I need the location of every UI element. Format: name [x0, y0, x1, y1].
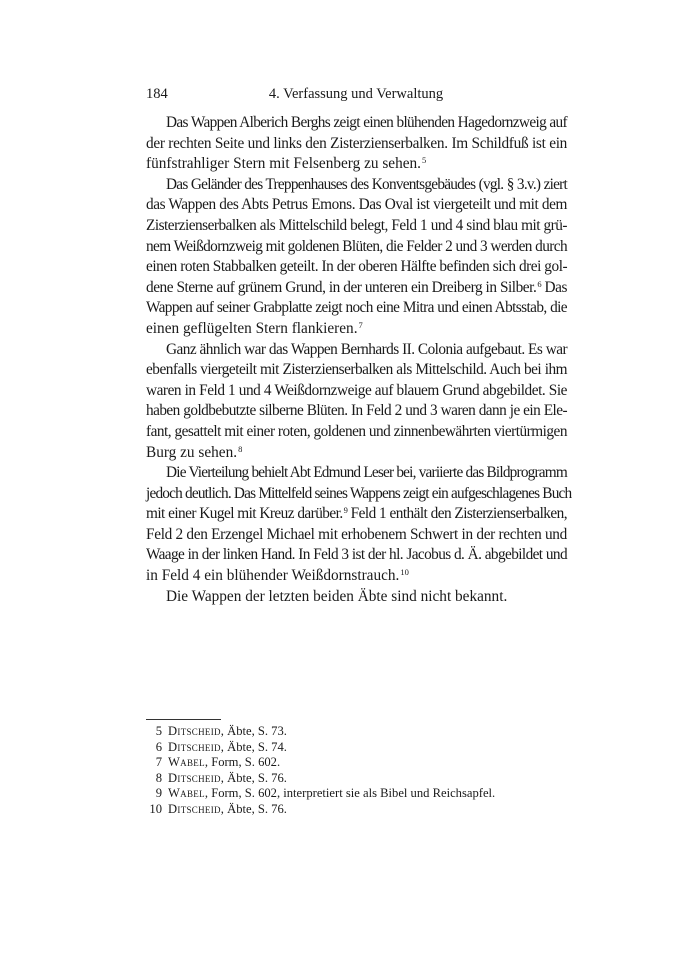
paragraph — [146, 340, 567, 464]
text-line — [146, 360, 567, 381]
text-line — [146, 319, 567, 340]
line-text: Die Wappen der letzten beiden Äbte sind nicht bekannt. — [166, 587, 508, 605]
text-line — [146, 237, 567, 258]
paragraph — [146, 113, 567, 175]
text-line — [146, 525, 567, 546]
footnote-separator — [146, 719, 221, 720]
line-text: Burg zu sehen. — [146, 443, 238, 461]
footnote-marker[interactable]: 8 — [238, 443, 243, 454]
page-header — [146, 84, 566, 104]
footnote-number: 7 — [155, 755, 162, 770]
text-line — [146, 278, 567, 299]
footnote-number: 10 — [149, 801, 162, 816]
line-text: Waage in der linken Hand. In Feld 3 ist der hl. Jacobus d. Ä. abgebildet und — [146, 546, 567, 564]
text-line — [146, 401, 567, 422]
line-text: in Feld 4 ein blühender Weißdornstrauch. — [146, 567, 400, 585]
line-text: einen geflügelten Stern flankieren. — [146, 319, 358, 337]
line-text-after: Das — [541, 278, 567, 296]
line-text: jedoch deutlich. Das Mittelfeld seines Wappens zeigt ein aufgeschlagenes Buch — [146, 484, 572, 502]
paragraph — [146, 175, 567, 340]
line-text: Die Vierteilung behielt Abt Edmund Leser bei, variierte das Bildprogramm — [166, 464, 567, 482]
line-text: einen roten Stabbalken geteilt. In der oberen Hälfte befinden sich drei gol- — [146, 258, 568, 276]
line-text: Das Geländer des Treppenhauses des Konventsgebäudes (vgl. § 3.v.) ziert — [166, 175, 567, 193]
page-number: 184 — [146, 86, 168, 102]
footnote-item — [146, 786, 567, 802]
footnote-number: 9 — [155, 786, 162, 801]
text-line — [146, 298, 567, 319]
line-text: Ganz ähnlich war das Wappen Bernhards II. Colonia aufgebaut. Es war — [166, 340, 567, 358]
text-line — [146, 587, 567, 608]
line-text-after: Feld 1 enthält den Zisterzienserbalken, — [347, 505, 567, 523]
footnote-author: Ditscheid — [168, 739, 221, 754]
footnote-author: Ditscheid — [168, 801, 221, 816]
line-text: fant, gesattelt mit einer roten, goldenen und zinnenbewährten viertürmigen — [146, 422, 567, 440]
footnote-author: Ditscheid — [168, 724, 221, 738]
line-text: das Wappen des Abts Petrus Emons. Das Oval ist viergeteilt und mit dem — [146, 196, 567, 214]
footnote-marker[interactable]: 5 — [422, 155, 427, 166]
text-line — [146, 195, 567, 216]
footnote-number: 6 — [155, 739, 162, 754]
paragraph — [146, 587, 567, 608]
footnote-reference: , Äbte, S. 74. — [220, 739, 287, 754]
footnote-reference: , Äbte, S. 76. — [220, 770, 287, 785]
footnote-marker[interactable]: 7 — [358, 319, 363, 330]
footnote-reference: , Form, S. 602. — [204, 755, 281, 770]
footnote-item — [146, 802, 567, 818]
paragraph — [146, 463, 572, 587]
footnote-author: Wabel — [168, 755, 205, 770]
running-head: 4. Verfassung und Verwaltung — [268, 86, 444, 102]
line-text: fünfstrahliger Stern mit Felsenberg zu sehen. — [146, 155, 421, 173]
text-line — [146, 504, 567, 525]
text-line — [146, 257, 567, 278]
text-line — [146, 154, 567, 175]
footnote-marker[interactable]: 10 — [400, 567, 409, 578]
footnote-item — [146, 724, 567, 740]
text-line — [146, 422, 567, 443]
line-text: mit einer Kugel mit Kreuz darüber. — [146, 505, 343, 523]
text-line — [146, 216, 567, 237]
line-text: der rechten Seite und links den Zisterzienserbalken. Im Schildfuß ist ein — [146, 134, 567, 152]
text-line — [146, 340, 567, 361]
text-line — [146, 484, 572, 505]
footnote-reference: , Äbte, S. 76. — [220, 801, 287, 816]
line-text: nem Weißdornzweig mit goldenen Blüten, die Felder 2 und 3 werden durch — [146, 237, 567, 255]
line-text: Das Wappen Alberich Berghs zeigt einen blühenden Hagedornzweig auf — [166, 114, 567, 131]
line-text: Wappen auf seiner Grabplatte zeigt noch eine Mitra und einen Abtsstab, die — [146, 299, 567, 317]
footnote-number: 8 — [155, 770, 162, 785]
line-text: haben goldbebutzte silberne Blüten. In Feld 2 und 3 waren dann je ein Ele- — [146, 402, 567, 420]
text-line — [146, 545, 567, 566]
footnote-item — [146, 740, 567, 756]
footnote-marker[interactable]: 9 — [343, 505, 348, 516]
text-line — [146, 175, 567, 196]
footnote-reference: , Äbte, S. 73. — [220, 724, 287, 738]
footnote-reference: , Form, S. 602, interpretiert sie als Bibel und Reichsapfel. — [204, 786, 496, 801]
footnote-author: Wabel — [168, 786, 205, 801]
body-text — [146, 113, 572, 607]
text-line — [146, 463, 567, 484]
line-text: dene Sterne auf grünem Grund, in der unteren ein Dreiberg in Silber. — [146, 278, 537, 296]
footnote-item — [146, 755, 567, 771]
line-text: waren in Feld 1 und 4 Weißdornzweige auf blauem Grund abgebildet. Sie — [146, 381, 567, 399]
text-line — [146, 134, 567, 155]
text-line — [146, 113, 567, 134]
line-text: Feld 2 den Erzengel Michael mit erhobenem Schwert in der rechten und — [146, 525, 567, 543]
text-line — [146, 381, 567, 402]
footnote-number: 5 — [155, 724, 162, 738]
text-line — [146, 566, 567, 587]
footnotes — [146, 724, 567, 818]
footnote-marker[interactable]: 6 — [537, 278, 542, 289]
line-text: ebenfalls viergeteilt mit Zisterzienserbalken als Mittelschild. Auch bei ihm — [146, 361, 567, 379]
footnote-author: Ditscheid — [168, 770, 221, 785]
text-line — [146, 443, 567, 464]
footnote-item — [146, 771, 567, 787]
line-text: Zisterzienserbalken als Mittelschild belegt, Feld 1 und 4 sind blau mit grü- — [146, 216, 567, 234]
